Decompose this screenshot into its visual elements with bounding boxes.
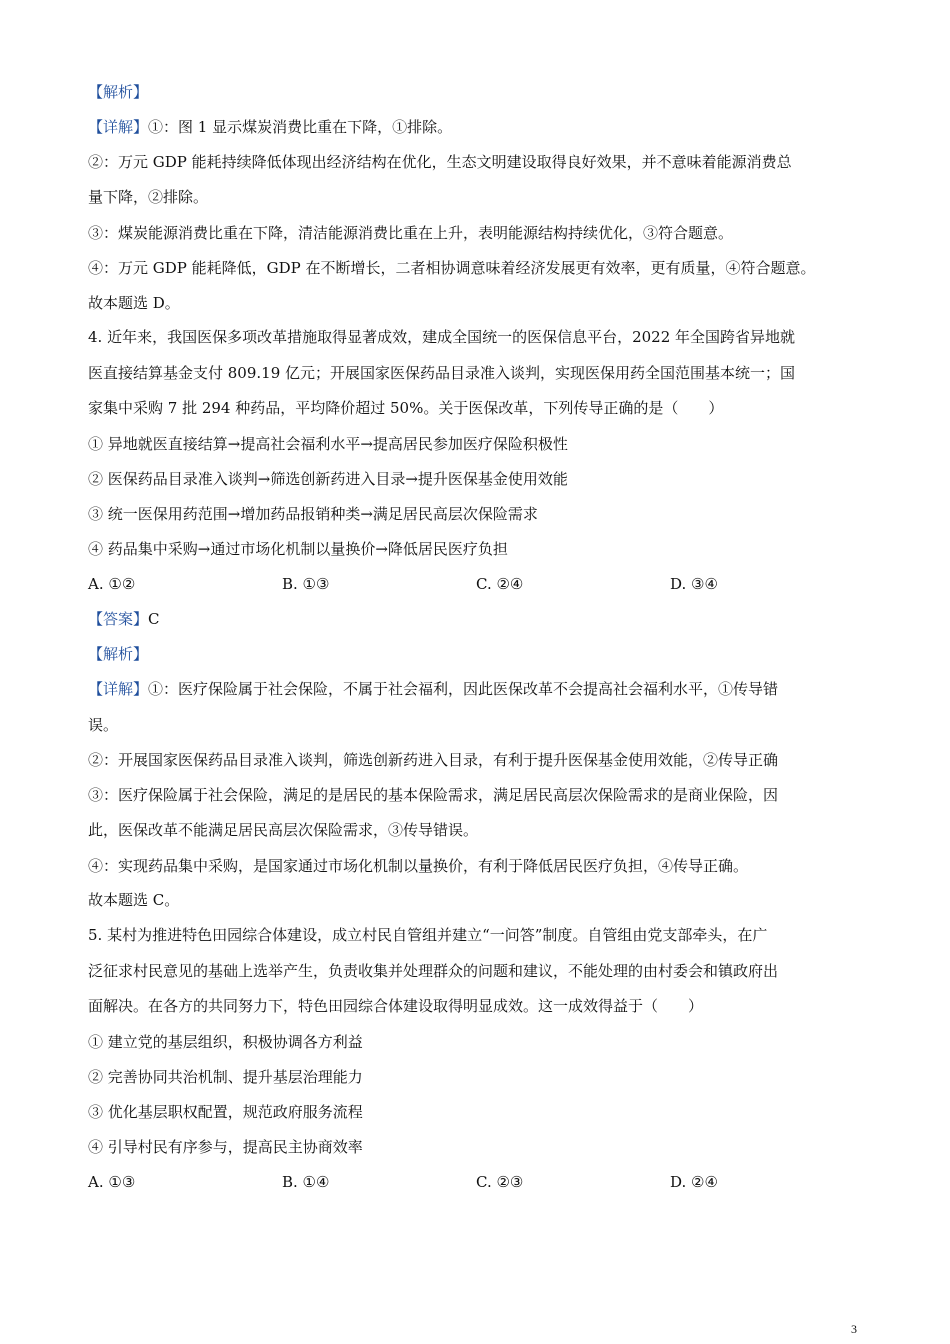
option-a: A. ①③: [88, 1173, 136, 1191]
analysis-tag: 【解析】: [88, 83, 149, 101]
statement-item: ④ 引导村民有序参与，提高民主协商效率: [88, 1138, 363, 1156]
option-a: A. ①②: [88, 575, 136, 593]
statement-item: ② 完善协同共治机制、提升基层治理能力: [88, 1068, 363, 1086]
detail-text: 此，医保改革不能满足居民高层次保险需求，③传导错误。: [88, 821, 479, 839]
option-b: B. ①④: [282, 1173, 330, 1191]
detail-text: ②：万元 GDP 能耗持续降低体现出经济结构在优化，生态文明建设取得良好效果，并不意味着能源消费总: [88, 153, 792, 171]
option-c: C. ②③: [476, 1173, 524, 1191]
question-stem: 医直接结算基金支付 809.19 亿元；开展国家医保药品目录准入谈判，实现医保用药全国范围基本统一；国: [88, 364, 796, 382]
analysis-tag: 【解析】: [88, 645, 149, 663]
option-d: D. ③④: [670, 575, 718, 593]
detail-tag: 【详解】: [88, 680, 149, 698]
question-stem: 5. 某村为推进特色田园综合体建设，成立村民自管组并建立“一问答”制度。自管组由党支部牵头，在广: [88, 926, 768, 944]
statement-item: ① 异地就医直接结算→提高社会福利水平→提高居民参加医疗保险积极性: [88, 435, 568, 453]
answer-tag: 【答案】: [88, 610, 149, 628]
answer-options: [88, 574, 878, 594]
detail-text: 误。: [88, 716, 119, 734]
page-number: 3: [851, 1322, 857, 1336]
conclusion-text: 故本题选 C。: [88, 891, 180, 909]
question-stem: 4. 近年来，我国医保多项改革措施取得显著成效，建成全国统一的医保信息平台，2022 年全国跨省异地就: [88, 328, 796, 346]
detail-text: ④：万元 GDP 能耗降低，GDP 在不断增长，二者相协调意味着经济发展更有效率，更有质量，④符合题意。: [88, 259, 816, 277]
detail-text: ②：开展国家医保药品目录准入谈判，筛选创新药进入目录，有利于提升医保基金使用效能，②传导正确: [88, 751, 779, 769]
answer-line: [88, 609, 878, 629]
detail-text: ④：实现药品集中采购，是国家通过市场化机制以量换价，有利于降低居民医疗负担，④传导正确。: [88, 857, 749, 875]
statement-item: ① 建立党的基层组织，积极协调各方利益: [88, 1033, 363, 1051]
answer-options: [88, 1172, 878, 1192]
question-stem: 面解决。在各方的共同努力下，特色田园综合体建设取得明显成效。这一成效得益于（ ）: [88, 997, 704, 1015]
statement-item: ③ 统一医保用药范围→增加药品报销种类→满足居民高层次保险需求: [88, 505, 538, 523]
detail-line: [88, 117, 878, 137]
detail-text: ①：医疗保险属于社会保险，不属于社会福利，因此医保改革不会提高社会福利水平，①传导错: [148, 680, 779, 698]
question-stem: 家集中采购 7 批 294 种药品，平均降价超过 50%。关于医保改革，下列传导正确的是（ ）: [88, 399, 724, 417]
question-stem: 泛征求村民意见的基础上选举产生，负责收集并处理群众的问题和建议，不能处理的由村委会和镇政府出: [88, 962, 779, 980]
option-d: D. ②④: [670, 1173, 718, 1191]
detail-text: ③：医疗保险属于社会保险，满足的是居民的基本保险需求，满足居民高层次保险需求的是商业保险，因: [88, 786, 779, 804]
detail-tag: 【详解】: [88, 118, 149, 136]
statement-item: ④ 药品集中采购→通过市场化机制以量换价→降低居民医疗负担: [88, 540, 508, 558]
option-b: B. ①③: [282, 575, 330, 593]
conclusion-text: 故本题选 D。: [88, 294, 180, 312]
detail-text: 量下降，②排除。: [88, 188, 209, 206]
statement-item: ② 医保药品目录准入谈判→筛选创新药进入目录→提升医保基金使用效能: [88, 470, 568, 488]
detail-text: ③：煤炭能源消费比重在下降，清洁能源消费比重在上升，表明能源结构持续优化，③符合题意。: [88, 224, 734, 242]
detail-line: [88, 679, 878, 699]
answer-value: C: [148, 610, 160, 628]
detail-text: ①：图 1 显示煤炭消费比重在下降，①排除。: [148, 118, 453, 136]
statement-item: ③ 优化基层职权配置，规范政府服务流程: [88, 1103, 363, 1121]
option-c: C. ②④: [476, 575, 524, 593]
